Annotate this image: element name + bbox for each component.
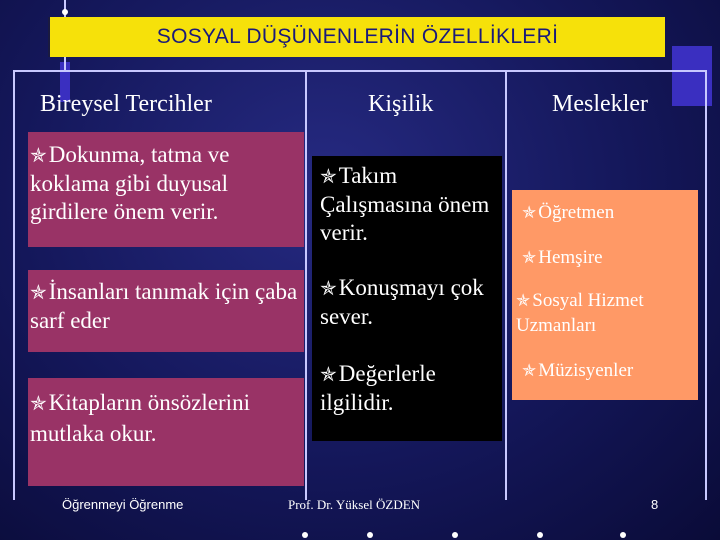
- column-header-kisilik: Kişilik: [368, 91, 434, 117]
- footer-left-text: Öğrenmeyi Öğrenme: [62, 497, 184, 512]
- decorative-dot: [302, 532, 308, 538]
- bireysel-item-text: İnsanları tanımak için çaba sarf eder: [30, 279, 298, 333]
- decorative-dot: [367, 532, 373, 538]
- star-bullet-icon: ✯: [522, 248, 537, 267]
- bireysel-item: [28, 378, 304, 486]
- kisilik-item: [320, 360, 498, 417]
- kisilik-item-text: Konuşmayı çok sever.: [320, 275, 484, 329]
- meslek-item: [516, 200, 696, 225]
- kisilik-box: [312, 156, 502, 441]
- decorative-dot: [62, 9, 68, 15]
- decorative-dot: [537, 532, 543, 538]
- meslek-item-text: Müzisyenler: [538, 360, 634, 381]
- bireysel-item-text: Kitapların önsözlerini mutlaka okur.: [30, 390, 250, 446]
- bireysel-item: [28, 132, 304, 247]
- bireysel-item-text: Dokunma, tatma ve koklama gibi duyusal girdilere önem verir.: [30, 142, 230, 224]
- decorative-dot: [620, 532, 626, 538]
- meslek-item: [516, 358, 696, 383]
- kisilik-item-text: Takım Çalışmasına önem verir.: [320, 163, 490, 245]
- decorative-line: [13, 70, 707, 72]
- star-bullet-icon: ✯: [30, 145, 47, 167]
- meslek-item-text: Sosyal Hizmet Uzmanları: [516, 290, 644, 336]
- star-bullet-icon: ✯: [320, 364, 337, 386]
- kisilik-item: [320, 274, 498, 360]
- meslekler-box: [512, 190, 698, 400]
- kisilik-item: [320, 162, 498, 262]
- footer-author: Prof. Dr. Yüksel ÖZDEN: [288, 497, 421, 512]
- meslek-item-text: Hemşire: [538, 247, 603, 268]
- meslek-item-text: Öğretmen: [538, 202, 615, 223]
- bireysel-item: [28, 270, 304, 352]
- star-bullet-icon: ✯: [522, 203, 537, 222]
- star-bullet-icon: ✯: [522, 361, 537, 380]
- star-bullet-icon: ✯: [30, 393, 47, 415]
- decorative-line: [305, 70, 307, 500]
- star-bullet-icon: ✯: [320, 278, 337, 300]
- star-bullet-icon: ✯: [516, 291, 531, 310]
- decorative-line: [705, 70, 707, 500]
- column-header-bireysel: Bireysel Tercihler: [40, 91, 212, 117]
- kisilik-item-text: Değerlerle ilgilidir.: [320, 361, 436, 415]
- column-header-meslekler: Meslekler: [552, 91, 648, 117]
- star-bullet-icon: ✯: [30, 282, 47, 304]
- decorative-line: [13, 70, 15, 500]
- decorative-dot: [452, 532, 458, 538]
- decorative-line: [505, 70, 507, 500]
- meslek-item: [516, 245, 696, 270]
- meslek-item: [516, 288, 696, 338]
- title-bar: [48, 17, 665, 57]
- star-bullet-icon: ✯: [320, 166, 337, 188]
- page-number: 8: [651, 497, 659, 512]
- page-title: SOSYAL DÜŞÜNENLERİN ÖZELLİKLERİ: [156, 25, 559, 48]
